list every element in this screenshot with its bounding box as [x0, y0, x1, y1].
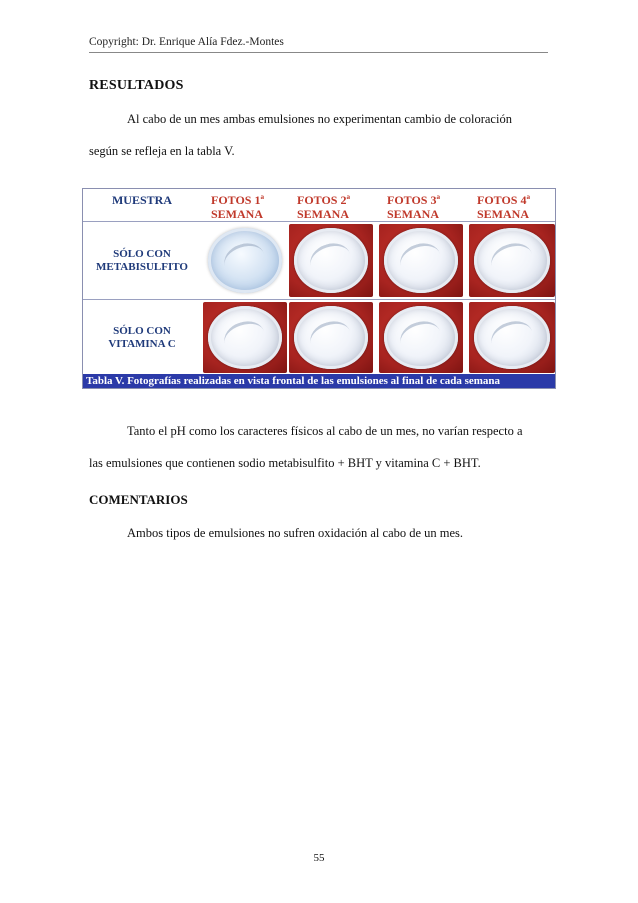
row-label-text: SÓLO CON: [113, 247, 171, 260]
page-header-copyright: Copyright: Dr. Enrique Alía Fdez.-Montes: [89, 36, 548, 53]
table-row-metabisulfito: [83, 221, 555, 299]
header-text: FOTOS 2ª: [297, 193, 351, 207]
row-label: [83, 300, 201, 375]
header-text: SEMANA: [211, 207, 264, 221]
paragraph-line: Tanto el pH como los caracteres físicos al cabo de un mes, no varían respecto a: [127, 424, 523, 438]
header-week-1: [203, 189, 287, 221]
table-header-row: [83, 189, 555, 221]
emulsion-photo-week-4: [469, 302, 555, 373]
emulsion-photo-week-3: [379, 302, 463, 373]
row-label-text: METABISULFITO: [96, 260, 188, 273]
paragraph-line: según se refleja en la tabla V.: [89, 144, 235, 158]
table-caption: Tabla V. Fotografías realizadas en vista frontal de las emulsiones al final de cada semana: [83, 374, 555, 388]
header-week-3: [379, 189, 463, 221]
results-table: [82, 188, 556, 389]
emulsion-photo-week-2: [289, 302, 373, 373]
paragraph-line: las emulsiones que contienen sodio metabisulfito + BHT y vitamina C + BHT.: [89, 456, 481, 470]
header-muestra: [83, 189, 201, 221]
header-week-2: [289, 189, 373, 221]
header-text: SEMANA: [387, 207, 440, 221]
header-week-4: [469, 189, 555, 221]
emulsion-photo-week-4: [469, 224, 555, 297]
emulsion-photo-week-1: [203, 224, 287, 297]
table-row-vitamina-c: [83, 299, 555, 375]
emulsion-photo-week-2: [289, 224, 373, 297]
header-text: SEMANA: [297, 207, 350, 221]
emulsion-photo-week-3: [379, 224, 463, 297]
paragraph-line: Al cabo de un mes ambas emulsiones no experimentan cambio de coloración: [127, 112, 512, 126]
row-label-text: VITAMINA C: [108, 337, 176, 350]
paragraph-line: Ambos tipos de emulsiones no sufren oxidación al cabo de un mes.: [127, 526, 464, 540]
section-title-resultados: RESULTADOS: [89, 78, 184, 93]
header-text: MUESTRA: [111, 193, 172, 207]
page-number: 55: [313, 852, 325, 864]
row-label-text: SÓLO CON: [113, 324, 171, 337]
header-text: FOTOS 4ª: [477, 193, 531, 207]
emulsion-photo-week-1: [203, 302, 287, 373]
header-text: SEMANA: [477, 207, 530, 221]
row-label: [83, 222, 201, 299]
header-text: FOTOS 1ª: [211, 193, 265, 207]
header-text: FOTOS 3ª: [387, 193, 441, 207]
section-title-comentarios: COMENTARIOS: [89, 492, 188, 507]
